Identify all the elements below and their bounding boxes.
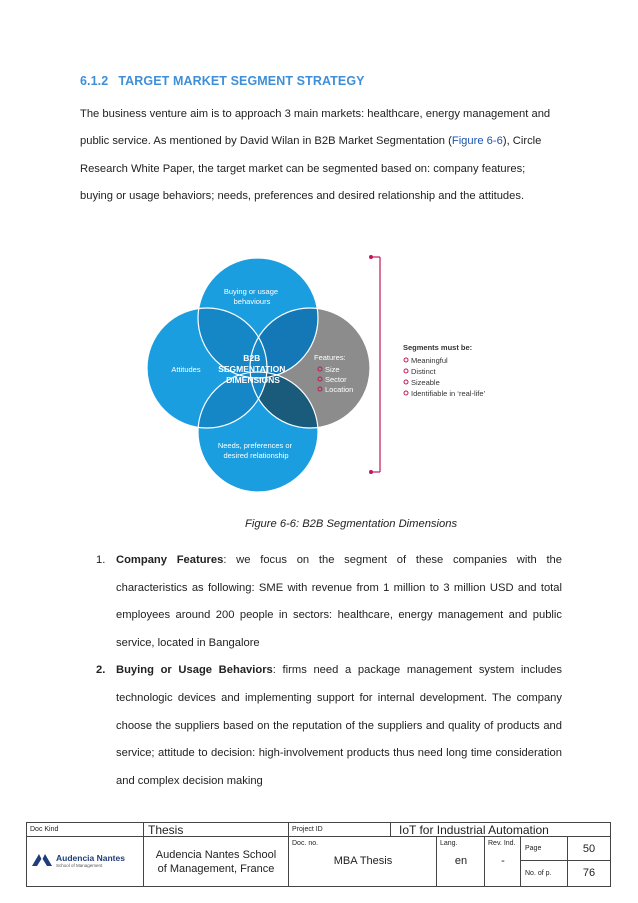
label-attitudes: Attitudes [171,365,201,374]
intro-text-1: The business venture aim is to approach 3 main markets: healthcare, energy management and public service. As mentioned by David Wilan in B2B Market Segmentation ( [80,108,551,148]
list-term: Company Features [116,554,224,566]
segment-item: Distinct [411,367,436,376]
pages-label-cell [521,861,568,886]
doc-kind-cell [144,823,289,837]
segments-list [404,356,486,398]
doc-kind-value: Thesis [148,823,184,837]
section-heading [80,74,365,88]
list-number: 2. [96,664,106,677]
intro-text-2: ), Circle Research White Paper, the target market can be segmented based on: company features; buying or usage behaviors; needs, preferences and desired relationship and the attitudes. [80,135,542,203]
label-needs: Needs, preferences or desired relationship [217,441,293,460]
bullet-icon [404,380,408,384]
logo-subtitle: School of Management [56,863,103,868]
bracket-dot-top [369,255,373,259]
numbered-list [96,547,562,795]
bullet-icon [404,391,408,395]
section-title: TARGET MARKET SEGMENT STRATEGY [118,74,365,88]
label-buying: Buying or usage behaviours [223,287,279,306]
segments-title: Segments must be: [403,343,473,352]
school-cell [144,837,289,886]
logo-name: Audencia Nantes [56,853,125,863]
intro-paragraph [80,101,560,211]
page-number: 50 [582,843,596,855]
list-item [96,547,562,657]
project-id-label: Project ID [292,826,323,833]
school-name: Audencia Nantes School of Management, France [155,848,277,875]
figure-reference-link[interactable]: Figure 6-6 [451,135,503,148]
doc-no-cell [289,837,437,886]
doc-kind-label-cell [27,823,144,837]
segment-item: Identifiable in ‘real-life’ [411,389,486,398]
project-id-value: IoT for Industrial Automation [399,823,549,837]
venn-diagram [140,250,500,505]
figure-caption: Figure 6-6: B2B Segmentation Dimensions [245,518,458,530]
lang-label: Lang. [440,840,458,847]
pages-label: No. of p. [525,870,552,877]
b2b-segmentation-figure [140,250,500,510]
segment-item: Meaningful [411,356,448,365]
page-label-cell [521,837,568,861]
feature-item: Location [325,385,354,394]
bracket-dot-bottom [369,470,373,474]
logo-icon [31,852,53,868]
label-features-title: Features: [314,353,346,362]
doc-no-value: MBA Thesis [333,855,393,867]
list-term: Buying or Usage Behaviors [116,664,273,677]
bullet-icon [404,369,408,373]
feature-item: Sector [325,375,347,384]
bullet-icon [404,358,408,362]
lang-cell [437,837,485,886]
page-cell [568,837,610,861]
rev-label: Rev. Ind. [488,840,516,847]
doc-no-label: Doc. no. [292,840,319,847]
bracket [372,257,380,472]
pages-cell [568,861,610,886]
total-pages: 76 [582,867,596,879]
rev-cell [485,837,521,886]
section-number: 6.1.2 [80,74,109,88]
list-text: : we focus on the segment of these companies with the characteristics as following: SME with revenue from 1 million to 3 million USD and total employees around 200 people in sectors: healthcare, energy management and public service, located in Bangalore [116,554,562,649]
rev-value: - [501,855,505,867]
list-text: : firms need a package management system includes technologic devices and implementing support for internal development. The company choose the suppliers based on the reputation of the suppliers and quality of products and service; attitude to decision: high-involvement products thus need long time consideration and complex decision making [116,664,562,787]
page-label: Page [525,845,542,852]
logo-cell [27,837,144,886]
lang-value: en [454,855,468,867]
feature-item: Size [325,365,340,374]
label-center: B2B SEGMENTATION DIMENSIONS [218,353,286,385]
doc-kind-label: Doc Kind [30,826,59,833]
segment-item: Sizeable [411,378,440,387]
document-footer [26,822,611,887]
project-id-label-cell [289,823,391,837]
list-number: 1. [96,554,106,566]
list-item [96,657,562,795]
project-id-cell [391,823,610,837]
